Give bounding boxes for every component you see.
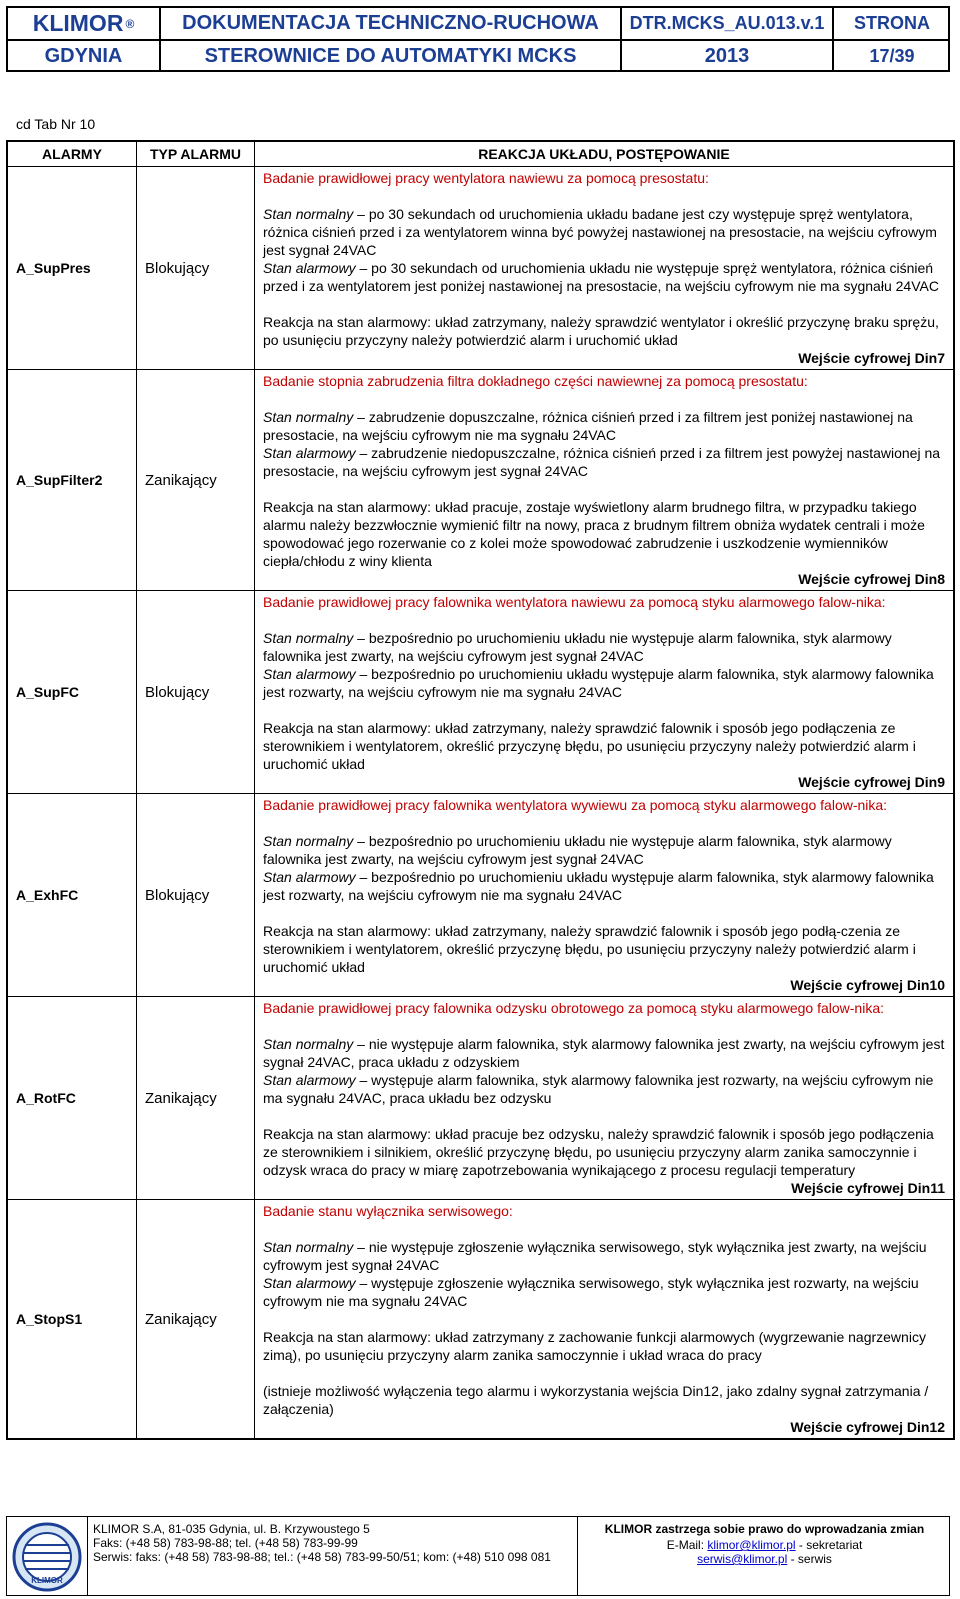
check-heading: Badanie prawidłowej pracy falownika odzysku obrotowego za pomocą styku alarmowego falow-nika:	[263, 1000, 884, 1016]
alarm-extra-note: (istnieje możliwość wyłączenia tego alarmu i wykorzystania wejścia Din12, jako zdalny sygnał zatrzymania / załączenia)	[263, 1383, 929, 1417]
normal-state-label: Stan normalny	[263, 630, 354, 646]
table-continuation-note: cd Tab Nr 10	[16, 116, 96, 132]
footer-logo	[11, 1521, 83, 1593]
normal-state: Stan normalny – bezpośrednio po uruchomieniu układu nie występuje alarm falownika, styk alarmowy falownika jest zwarty, na wejściu cyfrowym jest sygnał 24VAC	[263, 630, 892, 664]
alarm-state: Stan alarmowy – występuje zgłoszenie wyłącznika serwisowego, styk wyłącznika jest rozwarty, na wejściu cyfrowym nie ma sygnału 24VAC	[263, 1275, 919, 1309]
normal-state-label: Stan normalny	[263, 1036, 354, 1052]
alarm-reaction-text: Reakcja na stan alarmowy: układ zatrzymany, należy sprawdzić falownik i sposób jego podłą-czenia ze sterownikiem i wentylatorem, określić przyczynę błędu, po usunięciu przyczyny należy potwierdzić alarm i uruchomić układ	[263, 923, 916, 975]
alarm-row	[7, 794, 954, 997]
doc-year: 2013	[704, 45, 750, 67]
document-footer	[6, 1516, 950, 1596]
normal-state: Stan normalny – nie występuje zgłoszenie wyłącznika serwisowego, styk wyłącznika jest zwarty, na wejściu cyfrowym jest sygnał 24VAC	[263, 1239, 927, 1273]
normal-state: Stan normalny – bezpośrednio po uruchomieniu układu nie występuje alarm falownika, styk alarmowy falownika jest zwarty, na wejściu cyfrowym jest sygnał 24VAC	[263, 833, 892, 867]
check-heading: Badanie prawidłowej pracy falownika wentylatora wywiewu za pomocą styku alarmowego falow-nika:	[263, 797, 888, 813]
alarm-row	[7, 167, 954, 370]
alarm-state-label: Stan alarmowy	[263, 260, 356, 276]
alarm-reaction	[255, 591, 955, 794]
normal-state: Stan normalny – zabrudzenie dopuszczalne, różnica ciśnień przed i za filtrem jest poniżej nastawionej na presostacie, na wejściu cyfrowym nie ma sygnału 24VAC	[263, 409, 913, 443]
alarm-name: A_SupFC	[7, 591, 137, 794]
digital-input-label: Wejście cyfrowej Din7	[798, 350, 945, 366]
alarm-reaction-text: Reakcja na stan alarmowy: układ zatrzymany z zachowanie funkcji alarmowych (wygrzewanie nagrzewnicy zimą), po usunięciu przyczyny alarm zanika samoczynnie i układ wraca do pracy	[263, 1329, 926, 1363]
digital-input-label: Wejście cyfrowej Din11	[791, 1180, 945, 1196]
alarm-name: A_SupFilter2	[7, 370, 137, 591]
normal-state: Stan normalny – nie występuje alarm falownika, styk alarmowy falownika jest zwarty, na wejściu cyfrowym jest sygnał 24VAC, praca układu z odzyskiem	[263, 1036, 945, 1070]
alarm-reaction-text: Reakcja na stan alarmowy: układ pracuje bez odzysku, należy sprawdzić falownik i sposób jego podłączenia ze sterownikiem i silnikiem, określić przyczynę błędu, po usunięciu przyczyny alarm zanika samoczynnie i odzysk wraca do pracy w miarę zapotrzebowania wynikającego z procesu regulacji temperatury	[263, 1126, 934, 1178]
digital-input-label: Wejście cyfrowej Din12	[790, 1419, 945, 1435]
doc-subtitle: STEROWNICE DO AUTOMATYKI MCKS	[204, 45, 577, 67]
alarm-state-label: Stan alarmowy	[263, 666, 356, 682]
normal-state: Stan normalny – po 30 sekundach od uruchomienia układu badane jest czy występuje spręż wentylatora, różnica ciśnień przed i za wentylatorem winna być powyżej nastawionej na presostacie, na wejściu cyfrowym jest sygnał 24VAC	[263, 206, 937, 258]
check-heading: Badanie stanu wyłącznika serwisowego:	[263, 1203, 513, 1219]
alarm-state: Stan alarmowy – zabrudzenie niedopuszczalne, różnica ciśnień przed i za filtrem jest powyżej nastawionej na presostacie, na wejściu cyfrowym jest sygnał 24VAC	[263, 445, 941, 479]
alarm-row	[7, 370, 954, 591]
footer-rights: KLIMOR zastrzega sobie prawo do wprowadzania zmian	[604, 1522, 925, 1536]
check-heading: Badanie stopnia zabrudzenia filtra dokładnego części nawiewnej za pomocą presostatu:	[263, 373, 808, 389]
alarm-type: Blokujący	[137, 794, 255, 997]
alarm-name: A_ExhFC	[7, 794, 137, 997]
col-header-type: TYP ALARMU	[137, 141, 255, 167]
alarm-reaction	[255, 997, 955, 1200]
normal-state-label: Stan normalny	[263, 206, 354, 222]
alarm-state: Stan alarmowy – bezpośrednio po uruchomieniu układu występuje alarm falownika, styk alarmowy falownika jest rozwarty, na wejściu cyfrowym nie ma sygnału 24VAC	[263, 869, 934, 903]
header-city: GDYNIA	[44, 45, 123, 67]
alarm-reaction	[255, 1200, 955, 1440]
alarm-type: Blokujący	[137, 591, 255, 794]
email-link-service[interactable]: serwis@klimor.pl	[697, 1552, 788, 1566]
document-header	[6, 6, 950, 72]
alarm-type: Zanikający	[137, 1200, 255, 1440]
footer-service: Serwis: faks: (+48 58) 783-98-88; tel.: (+48 58) 783-99-50/51; kom: (+48) 510 098 081	[93, 1550, 551, 1564]
check-heading: Badanie prawidłowej pracy wentylatora nawiewu za pomocą presostatu:	[263, 170, 709, 186]
alarm-reaction-text: Reakcja na stan alarmowy: układ pracuje, zostaje wyświetlony alarm brudnego filtra, w przypadku takiego alarmu należy bezzwłocznie wymienić filtr na nowy, praca z brudnym filtrem obniża wydatek centrali i może spowodować jego rozerwanie co z kolei może spowodować zabrudzenie i uszkodzenie wymienników ciepła/chłodu z winy klienta	[263, 499, 925, 569]
company-logo: KLIMOR ®	[32, 10, 135, 36]
alarm-row	[7, 997, 954, 1200]
doc-code: DTR.MCKS_AU.013.v.1	[629, 13, 825, 33]
normal-state-label: Stan normalny	[263, 409, 354, 425]
alarm-reaction	[255, 370, 955, 591]
alarm-state-label: Stan alarmowy	[263, 869, 356, 885]
footer-address: KLIMOR S.A, 81-035 Gdynia, ul. B. Krzywoustego 5	[93, 1522, 370, 1536]
normal-state-label: Stan normalny	[263, 833, 354, 849]
digital-input-label: Wejście cyfrowej Din10	[790, 977, 945, 993]
alarm-type: Zanikający	[137, 370, 255, 591]
email-link-office[interactable]: klimor@klimor.pl	[707, 1538, 796, 1552]
alarm-state-label: Stan alarmowy	[263, 1072, 356, 1088]
alarm-name: A_RotFC	[7, 997, 137, 1200]
page-number: 17/39	[869, 46, 915, 66]
svg-text:KLIMOR: KLIMOR	[31, 1576, 63, 1585]
col-header-alarms: ALARMY	[7, 141, 137, 167]
alarm-reaction-text: Reakcja na stan alarmowy: układ zatrzymany, należy sprawdzić falownik i sposób jego podłączenia ze sterownikiem i wentylatorem, określić przyczynę błędu, po usunięciu przyczyny należy potwierdzić alarm i uruchomić układ	[263, 720, 916, 772]
doc-title: DOKUMENTACJA TECHNICZNO-RUCHOWA	[182, 12, 599, 34]
alarms-table	[6, 140, 955, 1440]
alarm-name: A_StopS1	[7, 1200, 137, 1440]
normal-state-label: Stan normalny	[263, 1239, 354, 1255]
digital-input-label: Wejście cyfrowej Din9	[798, 774, 945, 790]
digital-input-label: Wejście cyfrowej Din8	[798, 571, 945, 587]
alarm-row	[7, 1200, 954, 1440]
alarm-state-label: Stan alarmowy	[263, 445, 356, 461]
alarm-type: Zanikający	[137, 997, 255, 1200]
page-label: STRONA	[854, 13, 930, 33]
alarm-reaction	[255, 794, 955, 997]
alarm-state: Stan alarmowy – po 30 sekundach od uruchomienia układu nie występuje spręż wentylatora, różnica ciśnień przed i za wentylatorem jest poniżej nastawionej na presostacie, na wejściu cyfrowym nie ma sygnału 24VAC	[263, 260, 939, 294]
footer-right: KLIMOR zastrzega sobie prawo do wprowadzania zmian E-Mail: klimor@klimor.pl - sekretariat serwis@klimor.pl - serwis	[582, 1522, 947, 1566]
alarm-state-label: Stan alarmowy	[263, 1275, 356, 1291]
check-heading: Badanie prawidłowej pracy falownika wentylatora nawiewu za pomocą styku alarmowego falow-nika:	[263, 594, 886, 610]
alarm-reaction	[255, 167, 955, 370]
klimor-logo-icon	[11, 1521, 83, 1593]
alarm-row	[7, 591, 954, 794]
footer-contact	[93, 1522, 551, 1564]
alarm-reaction-text: Reakcja na stan alarmowy: układ zatrzymany, należy sprawdzić wentylator i określić przyczynę braku sprężu, po usunięciu przyczyny należy potwierdzić alarm i uruchomić układ	[263, 314, 939, 348]
col-header-reaction: REAKCJA UKŁADU, POSTĘPOWANIE	[255, 141, 955, 167]
footer-fax: Faks: (+48 58) 783-98-88; tel. (+48 58) 783-99-99	[93, 1536, 358, 1550]
alarm-type: Blokujący	[137, 167, 255, 370]
alarm-state: Stan alarmowy – występuje alarm falownika, styk alarmowy falownika jest rozwarty, na wejściu cyfrowym nie ma sygnału 24VAC, praca układu bez odzysku	[263, 1072, 934, 1106]
alarm-name: A_SupPres	[7, 167, 137, 370]
alarm-state: Stan alarmowy – bezpośrednio po uruchomieniu układu występuje alarm falownika, styk alarmowy falownika jest rozwarty, na wejściu cyfrowym nie ma sygnału 24VAC	[263, 666, 934, 700]
